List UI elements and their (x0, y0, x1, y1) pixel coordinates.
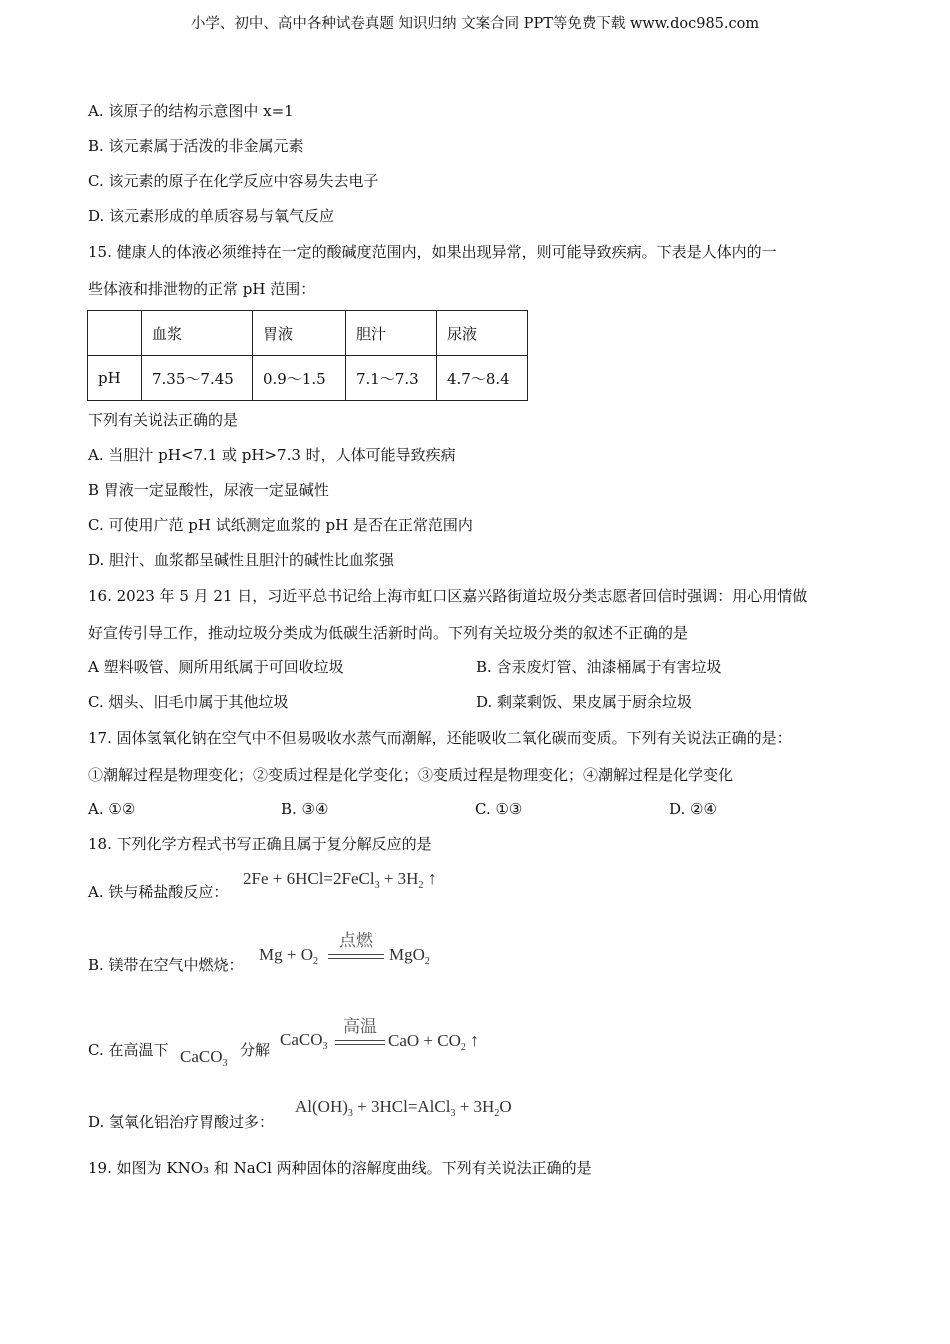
q18-option-c-label: C. 在高温下 (88, 1041, 169, 1059)
formula-text: CaCO (180, 1047, 223, 1066)
q15-option-b: B 胃液一定显酸性，尿液一定显碱性 (88, 481, 329, 499)
q14-option-b: B. 该元素属于活泼的非金属元素 (88, 137, 304, 155)
ph-range-table (87, 310, 528, 401)
equation-a: 2Fe + 6HCl=2FeCl$_3$ + $3H_2$ ↑ (243, 868, 437, 891)
table-cell: 尿液 (437, 311, 528, 356)
q18-option-d-label: D. 氢氧化铝治疗胃酸过多： (88, 1113, 275, 1131)
table-cell: 7.35～7.45 (142, 356, 253, 401)
q14-option-a: A. 该原子的结构示意图中 x=1 (88, 102, 294, 120)
q15-prompt: 下列有关说法正确的是 (88, 411, 239, 429)
q17-option-b: B. ③④ (281, 800, 329, 818)
q15-stem-line2: 些体液和排泄物的正常 pH 范围： (88, 280, 316, 298)
q18-stem: 18. 下列化学方程式书写正确且属于复分解反应的是 (88, 835, 432, 853)
table-cell: 0.9～1.5 (253, 356, 346, 401)
table-cell: 胃液 (253, 311, 346, 356)
condition-ignite: 点燃 (339, 931, 373, 951)
table-cell: 胆汁 (346, 311, 437, 356)
q18-option-a-label: A. 铁与稀盐酸反应： (88, 883, 229, 901)
equation-b-left: $Mg + O_2$ (259, 945, 318, 967)
formula-caco3 (180, 1047, 228, 1069)
q16-option-a: A 塑料吸管、厕所用纸属于可回收垃圾 (88, 658, 344, 676)
q17-stem: 17. 固体氢氧化钠在空气中不但易吸收水蒸气而潮解，还能吸收二氧化碳而变质。下列有关说法正确的是： (88, 729, 792, 747)
q15-stem-line1: 15. 健康人的体液必须维持在一定的酸碱度范围内，如果出现异常，则可能导致疾病。下表是人体内的一 (88, 243, 777, 261)
q17-statements: ①潮解过程是物理变化；②变质过程是化学变化；③变质过程是物理变化；④潮解过程是化学变化 (88, 766, 734, 784)
q19-stem: 19. 如图为 KNO₃ 和 NaCl 两种固体的溶解度曲线。下列有关说法正确的是 (88, 1159, 592, 1177)
q15-option-d: D. 胆汁、血浆都呈碱性且胆汁的碱性比血浆强 (88, 551, 395, 569)
q14-option-c: C. 该元素的原子在化学反应中容易失去电子 (88, 172, 379, 190)
table-cell: 7.1～7.3 (346, 356, 437, 401)
table-row (88, 356, 528, 401)
table-cell: pH (88, 356, 142, 401)
table-cell (88, 311, 142, 356)
q17-option-c: C. ①③ (475, 800, 523, 818)
table-cell: 血浆 (142, 311, 253, 356)
q17-option-d: D. ②④ (669, 800, 717, 818)
q16-stem-line2: 好宣传引导工作，推动垃圾分类成为低碳生活新时尚。下列有关垃圾分类的叙述不正确的是 (88, 624, 689, 642)
equals-sign (328, 954, 384, 959)
equation-c-right: CaO + $CO_2$ ↑ (388, 1030, 480, 1053)
equation-b-right: MgO$_2$ (389, 945, 430, 967)
condition-high-temp: 高温 (343, 1017, 377, 1037)
equals-sign (335, 1040, 385, 1045)
table-header-row (88, 311, 528, 356)
q16-option-b: B. 含汞废灯管、油漆桶属于有害垃圾 (476, 658, 722, 676)
q14-option-d: D. 该元素形成的单质容易与氧气反应 (88, 207, 335, 225)
q17-option-a: A. ①② (88, 800, 136, 818)
table-cell: 4.7～8.4 (437, 356, 528, 401)
q18-option-b-label: B. 镁带在空气中燃烧： (88, 956, 244, 974)
formula-subscript: 3 (222, 1058, 228, 1069)
q18-option-c-tail: 分解 (240, 1041, 271, 1059)
q15-option-c: C. 可使用广范 pH 试纸测定血浆的 pH 是否在正常范围内 (88, 516, 473, 534)
q15-option-a: A. 当胆汁 pH<7.1 或 pH>7.3 时，人体可能导致疾病 (88, 446, 456, 464)
q16-option-d: D. 剩菜剩饭、果皮属于厨余垃圾 (476, 693, 693, 711)
page-header: 小学、初中、高中各种试卷真题 知识归纳 文案合同 PPT等免费下载 www.doc985.com (190, 16, 760, 32)
equation-c-left: CaCO$_3$ (280, 1030, 328, 1052)
equation-d: $Al(OH)_3$ + 3HCl=AlCl$_3$ + $3H_2O$ (295, 1097, 512, 1119)
q16-option-c: C. 烟头、旧毛巾属于其他垃圾 (88, 693, 289, 711)
q16-stem-line1: 16. 2023 年 5 月 21 日，习近平总书记给上海市虹口区嘉兴路街道垃圾分类志愿者回信时强调：用心用情做 (88, 587, 808, 605)
